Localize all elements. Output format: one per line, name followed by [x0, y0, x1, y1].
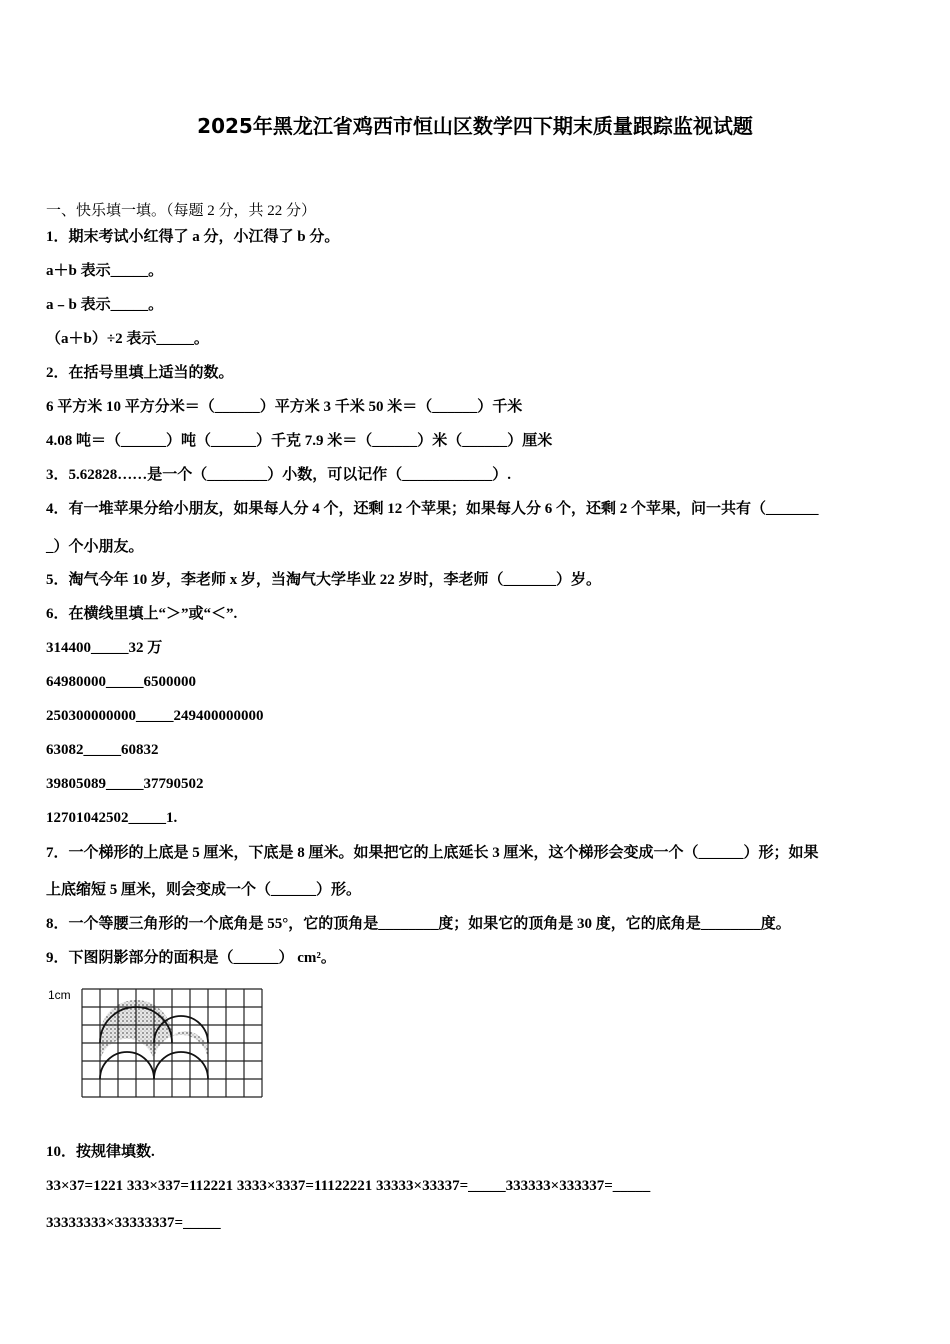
question-8: 8．一个等腰三角形的一个底角是 55°，它的顶角是________度；如果它的顶角是 30 度，它的底角是________度。 [46, 916, 791, 932]
question-10-stem: 10．按规律填数. [46, 1144, 155, 1160]
question-4-line-1: 4．有一堆苹果分给小朋友，如果每人分 4 个，还剩 12 个苹果；如果每人分 6 个，还剩 2 个苹果，问一共有（_______ [46, 501, 819, 517]
question-1-part-c: （a＋b）÷2 表示_____。 [46, 331, 209, 347]
question-6-item: 39805089_____37790502 [46, 776, 204, 792]
question-1-part-a: a＋b 表示_____。 [46, 263, 164, 279]
question-7-line-1: 7．一个梯形的上底是 5 厘米，下底是 8 厘米。如果把它的上底延长 3 厘米，这个梯形会变成一个（______）形；如果 [46, 845, 819, 861]
question-6-item: 64980000_____6500000 [46, 674, 196, 690]
question-6-item: 250300000000_____249400000000 [46, 708, 264, 724]
question-5: 5．淘气今年 10 岁，李老师 x 岁，当淘气大学毕业 22 岁时，李老师（_______）岁。 [46, 572, 602, 588]
question-2-line-2: 4.08 吨＝（______）吨（______）千克 7.9 米＝（______）米（______）厘米 [46, 433, 553, 449]
question-6-item: 314400_____32 万 [46, 640, 163, 656]
page-title: 2025年黑龙江省鸡西市恒山区数学四下期末质量跟踪监视试题 [197, 114, 753, 138]
question-3: 3．5.62828……是一个（________）小数，可以记作（____________）. [46, 467, 512, 483]
grid-figure [46, 984, 268, 1114]
question-10-line-2: 33333333×33333337=_____ [46, 1215, 221, 1231]
question-6-item: 63082_____60832 [46, 742, 159, 758]
question-10-line-1: 33×37=1221 333×337=112221 3333×3337=11122221 33333×33337=_____333333×333337=_____ [46, 1178, 651, 1194]
question-6-stem: 6．在横线里填上“＞”或“＜”. [46, 606, 238, 622]
question-1-stem: 1．期末考试小红得了 a 分，小江得了 b 分。 [46, 229, 340, 245]
question-9-stem: 9．下图阴影部分的面积是（______） cm²。 [46, 950, 336, 966]
question-4-line-2: _）个小朋友。 [46, 539, 144, 555]
question-6-item: 12701042502_____1. [46, 810, 178, 826]
question-7-line-2: 上底缩短 5 厘米，则会变成一个（______）形。 [46, 882, 362, 898]
figure-unit-label: 1cm [48, 988, 71, 1002]
section-1-header: 一、快乐填一填。（每题 2 分，共 22 分） [46, 203, 317, 219]
question-2-line-1: 6 平方米 10 平方分米＝（______）平方米 3 千米 50 米＝（______）千米 [46, 399, 523, 415]
question-1-part-b: a﹣b 表示_____。 [46, 297, 164, 313]
question-2-stem: 2．在括号里填上适当的数。 [46, 365, 234, 381]
